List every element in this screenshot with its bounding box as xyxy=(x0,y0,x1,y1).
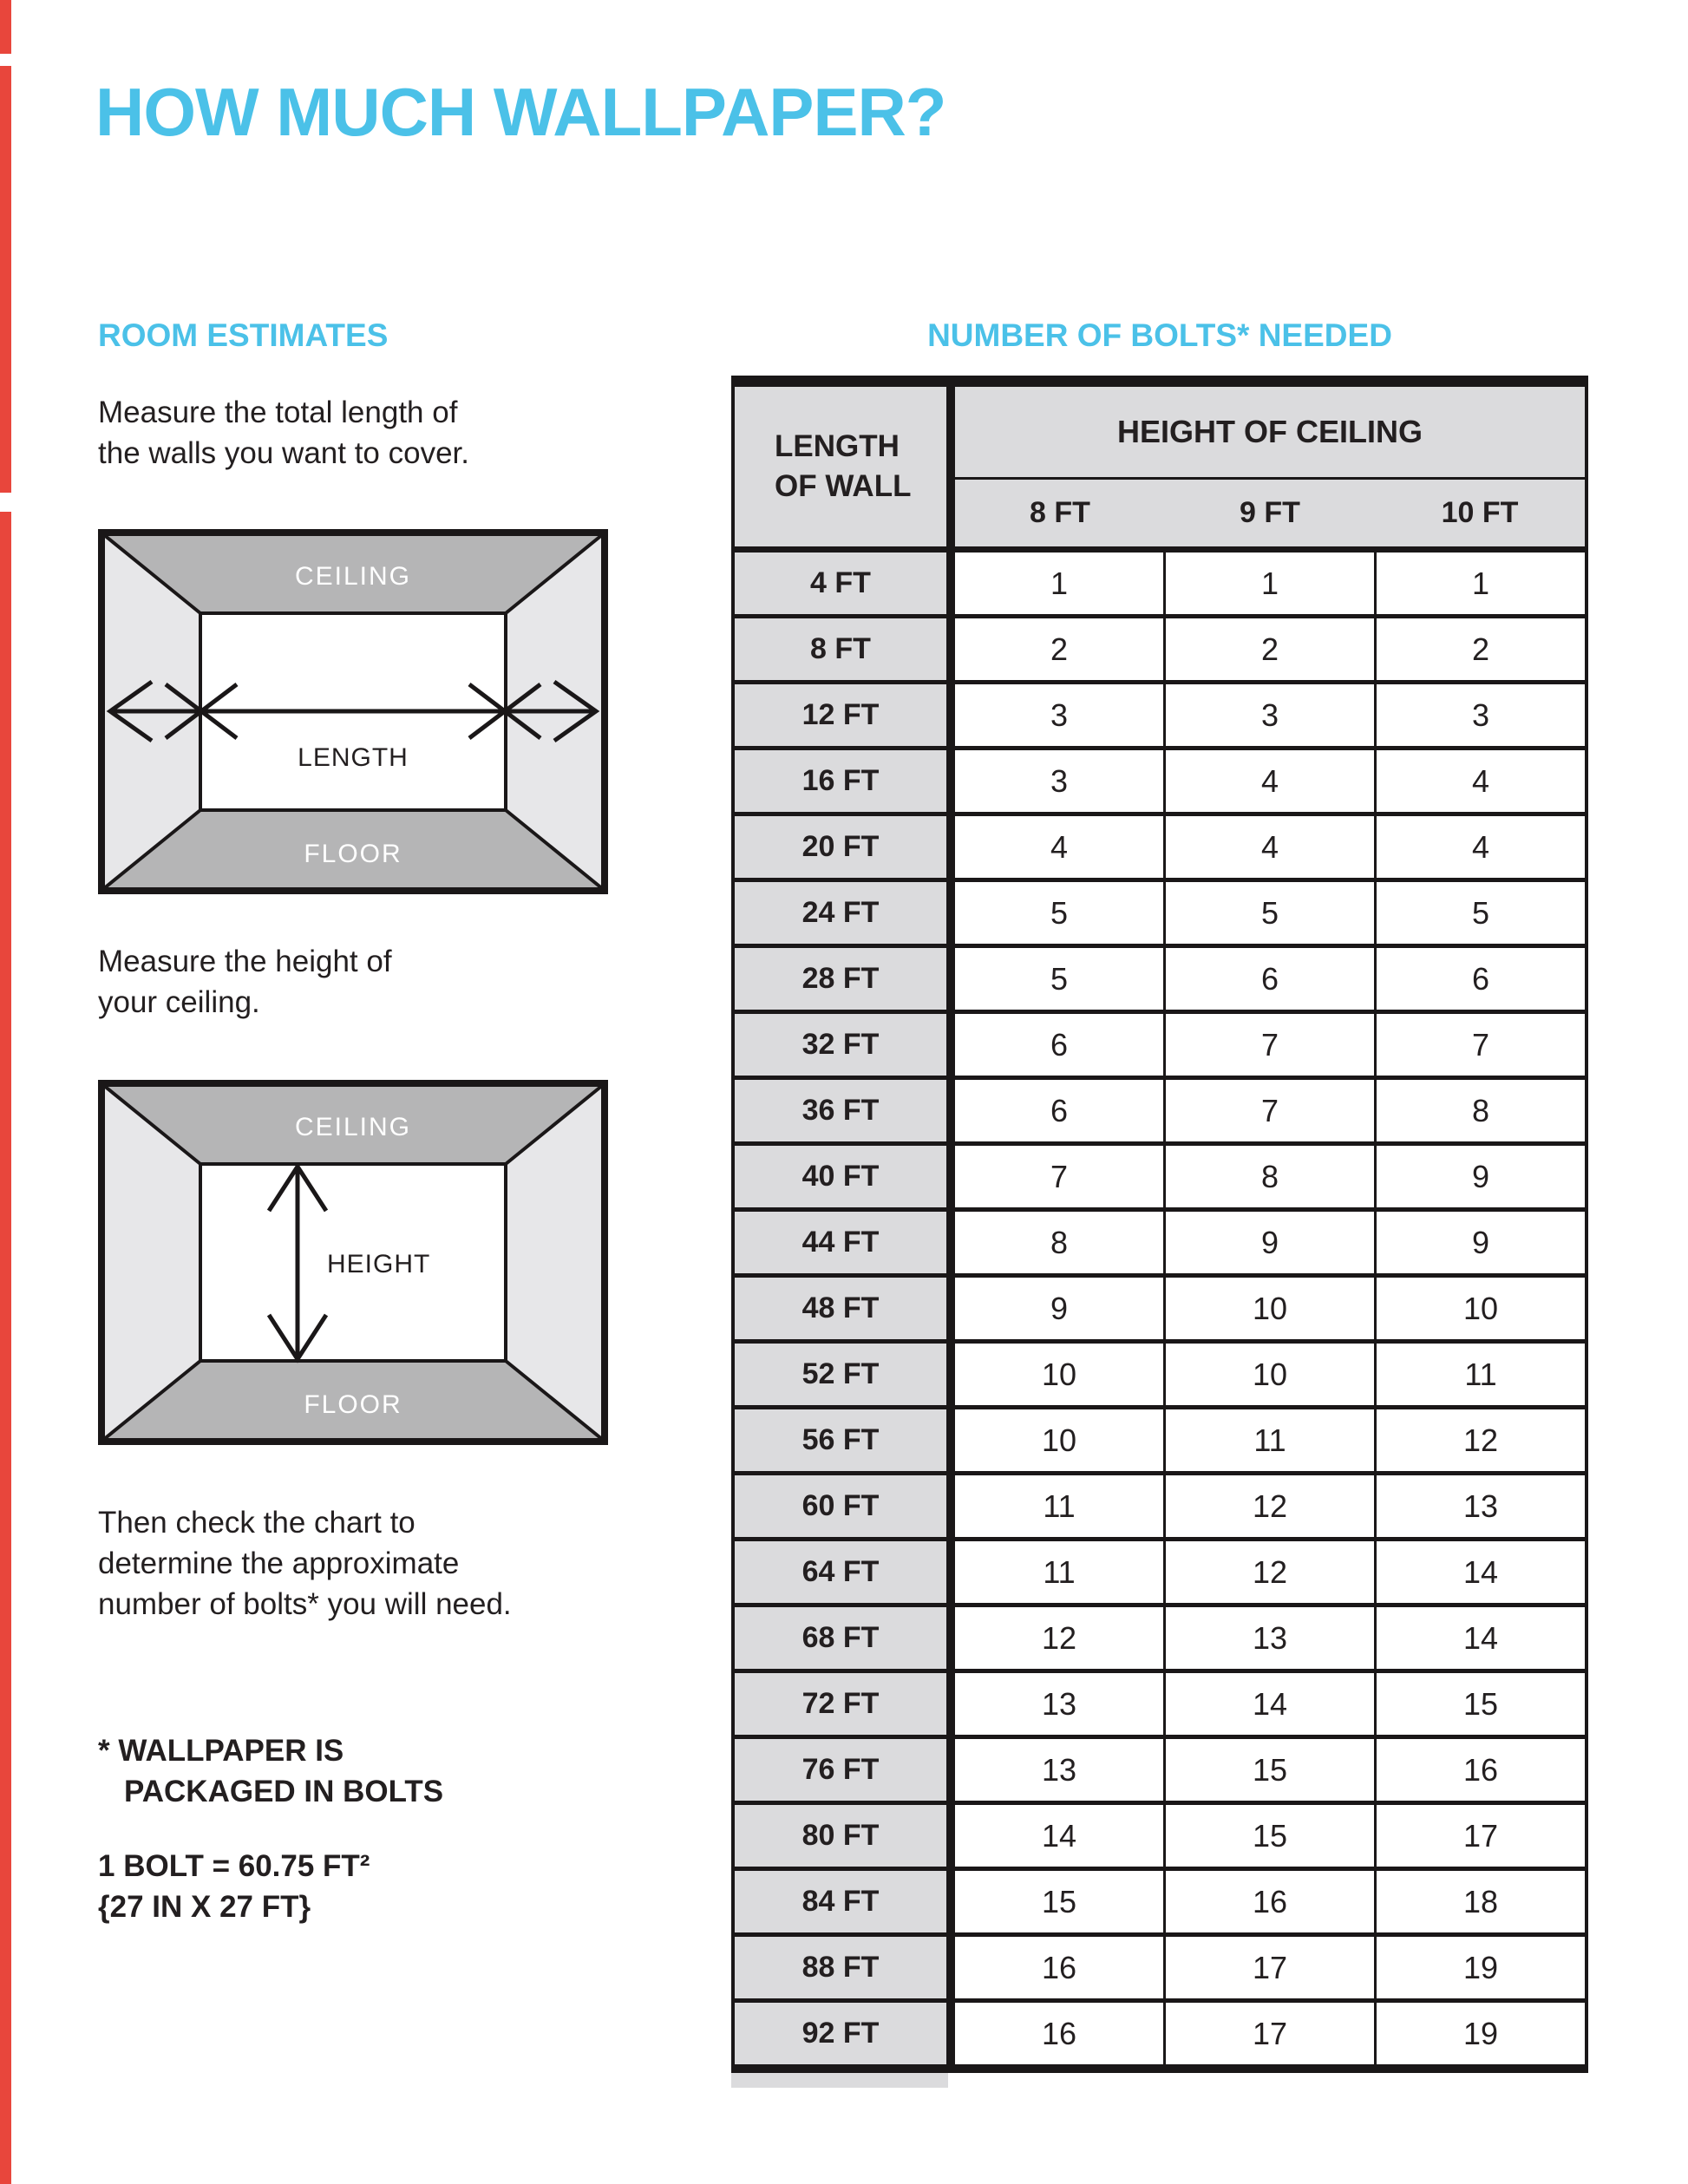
bolt-count-cell: 1 xyxy=(1377,553,1585,614)
table-row xyxy=(735,1146,1585,1212)
wall-length-row-label: 32 FT xyxy=(735,1014,955,1076)
wall-length-row-label: 64 FT xyxy=(735,1541,955,1603)
wall-length-row-label: 72 FT xyxy=(735,1673,955,1735)
bolt-count-cell: 17 xyxy=(1377,1805,1585,1867)
bolt-count-cell: 14 xyxy=(1377,1607,1585,1669)
bolt-count-cell: 3 xyxy=(955,684,1166,746)
header-line: LENGTH xyxy=(775,429,900,463)
bolt-count-cell: 6 xyxy=(955,1080,1166,1141)
bolt-count-cell: 9 xyxy=(1377,1146,1585,1207)
column-header-9ft: 9 FT xyxy=(1240,496,1300,529)
table-row xyxy=(735,1541,1585,1607)
ceiling-label: CEILING xyxy=(294,1113,412,1141)
bolt-count-cell: 14 xyxy=(955,1805,1166,1867)
table-row xyxy=(735,684,1585,750)
table-frame xyxy=(731,387,1588,2064)
bolt-count-cell: 17 xyxy=(1166,2003,1377,2064)
bolt-packaging-note xyxy=(98,1730,443,1812)
bolt-count-cell: 14 xyxy=(1166,1673,1377,1735)
wall-length-row-label: 56 FT xyxy=(735,1409,955,1471)
bolt-count-cell: 5 xyxy=(1377,882,1585,944)
bolt-count-cell: 10 xyxy=(1377,1278,1585,1339)
table-row xyxy=(735,1080,1585,1146)
wall-length-row-label: 92 FT xyxy=(735,2003,955,2064)
step2-line: Measure the height of xyxy=(98,945,392,978)
bolt-count-cell: 12 xyxy=(955,1607,1166,1669)
bolt-count-cell: 10 xyxy=(955,1409,1166,1471)
wall-length-row-label: 68 FT xyxy=(735,1607,955,1669)
header-line: OF WALL xyxy=(775,469,912,503)
table-row xyxy=(735,618,1585,684)
step3-line: Then check the chart to xyxy=(98,1506,415,1540)
bolt-count-cell: 11 xyxy=(955,1475,1166,1537)
bolt-count-cell: 11 xyxy=(955,1541,1166,1603)
note-line: PACKAGED IN BOLTS xyxy=(124,1775,444,1808)
note-line: * WALLPAPER IS xyxy=(98,1734,344,1768)
step2-text xyxy=(98,941,392,1023)
bolt-count-cell: 7 xyxy=(1377,1014,1585,1076)
step3-line: number of bolts* you will need. xyxy=(98,1587,512,1621)
bolt-count-cell: 15 xyxy=(1377,1673,1585,1735)
bolt-count-cell: 4 xyxy=(1377,750,1585,812)
bolt-count-cell: 15 xyxy=(955,1871,1166,1932)
bolt-count-cell: 19 xyxy=(1377,1937,1585,1998)
bolt-count-cell: 13 xyxy=(1377,1475,1585,1537)
step1-line: Measure the total length of xyxy=(98,396,458,429)
table-row xyxy=(735,1673,1585,1739)
bolt-count-cell: 8 xyxy=(1166,1146,1377,1207)
ceiling-height-header-group xyxy=(955,387,1585,546)
left-edge-bar-segment xyxy=(0,66,11,493)
table-row xyxy=(735,1014,1585,1080)
table-row xyxy=(735,948,1585,1014)
wall-length-row-label: 60 FT xyxy=(735,1475,955,1537)
wall-length-row-label: 20 FT xyxy=(735,816,955,878)
table-row xyxy=(735,1278,1585,1344)
step1-line: the walls you want to cover. xyxy=(98,436,469,470)
table-header xyxy=(735,387,1585,546)
bolt-count-cell: 4 xyxy=(1166,750,1377,812)
bolt-count-cell: 1 xyxy=(955,553,1166,614)
bolts-needed-heading: NUMBER OF BOLTS* NEEDED xyxy=(927,317,1392,353)
column-header-8ft: 8 FT xyxy=(1030,496,1090,529)
table-row xyxy=(735,1607,1585,1673)
wall-length-row-label: 80 FT xyxy=(735,1805,955,1867)
table-row xyxy=(735,816,1585,882)
room-length-diagram xyxy=(98,529,608,894)
table-row xyxy=(735,1409,1585,1475)
wall-length-row-label: 24 FT xyxy=(735,882,955,944)
bolt-count-cell: 7 xyxy=(1166,1014,1377,1076)
table-bottom-rule xyxy=(731,2064,1588,2073)
wall-length-row-label: 52 FT xyxy=(735,1344,955,1405)
bolt-count-cell: 2 xyxy=(1377,618,1585,680)
bolt-size-info xyxy=(98,1846,370,1927)
table-row xyxy=(735,1739,1585,1805)
bolt-count-cell: 18 xyxy=(1377,1871,1585,1932)
bolt-count-cell: 9 xyxy=(1377,1212,1585,1273)
bolt-count-cell: 3 xyxy=(955,750,1166,812)
length-measure-label: LENGTH xyxy=(298,743,409,772)
bolt-count-cell: 6 xyxy=(1377,948,1585,1010)
bolt-info-line: 1 BOLT = 60.75 FT² xyxy=(98,1849,370,1883)
bolt-count-cell: 12 xyxy=(1377,1409,1585,1471)
room-estimates-heading: ROOM ESTIMATES xyxy=(98,317,389,353)
bolt-count-cell: 10 xyxy=(1166,1344,1377,1405)
wall-length-row-label: 4 FT xyxy=(735,553,955,614)
bolt-table-rows xyxy=(735,553,1585,2064)
table-row xyxy=(735,1212,1585,1278)
wall-length-row-label: 36 FT xyxy=(735,1080,955,1141)
step1-text xyxy=(98,392,469,474)
wall-length-row-label: 84 FT xyxy=(735,1871,955,1932)
bolt-count-cell: 13 xyxy=(955,1673,1166,1735)
wall-length-row-label: 88 FT xyxy=(735,1937,955,1998)
bolt-count-cell: 16 xyxy=(955,2003,1166,2064)
bolt-count-cell: 8 xyxy=(955,1212,1166,1273)
bolt-count-cell: 3 xyxy=(1166,684,1377,746)
left-edge-bar-segment xyxy=(0,512,11,2184)
bolt-count-cell: 11 xyxy=(1166,1409,1377,1471)
table-row xyxy=(735,553,1585,618)
bolt-count-cell: 8 xyxy=(1377,1080,1585,1141)
bolt-count-cell: 6 xyxy=(1166,948,1377,1010)
step2-line: your ceiling. xyxy=(98,985,260,1019)
table-row xyxy=(735,1805,1585,1871)
bolt-count-cell: 17 xyxy=(1166,1937,1377,1998)
step3-line: determine the approximate xyxy=(98,1546,460,1580)
bolt-count-cell: 5 xyxy=(1166,882,1377,944)
bolt-count-cell: 3 xyxy=(1377,684,1585,746)
step3-text xyxy=(98,1502,512,1625)
bolts-needed-table xyxy=(731,376,1588,2088)
bolt-count-cell: 2 xyxy=(955,618,1166,680)
bolt-count-cell: 15 xyxy=(1166,1739,1377,1801)
wall-length-row-label: 44 FT xyxy=(735,1212,955,1273)
bolt-count-cell: 7 xyxy=(1166,1080,1377,1141)
bolt-count-cell: 11 xyxy=(1377,1344,1585,1405)
bolt-info-line: {27 IN X 27 FT} xyxy=(98,1890,311,1924)
table-top-rule xyxy=(731,376,1588,387)
table-row xyxy=(735,750,1585,816)
table-row xyxy=(735,1475,1585,1541)
table-row xyxy=(735,1871,1585,1937)
wall-length-row-label: 8 FT xyxy=(735,618,955,680)
left-edge-bar-segment xyxy=(0,0,11,54)
header-body-divider xyxy=(735,546,1585,553)
column-header-10ft: 10 FT xyxy=(1441,496,1519,529)
bolt-count-cell: 12 xyxy=(1166,1475,1377,1537)
bolt-count-cell: 16 xyxy=(1166,1871,1377,1932)
wall-length-row-label: 16 FT xyxy=(735,750,955,812)
wall-length-row-label: 28 FT xyxy=(735,948,955,1010)
table-row xyxy=(735,1344,1585,1409)
page-title: HOW MUCH WALLPAPER? xyxy=(95,74,946,150)
table-row xyxy=(735,882,1585,948)
bolt-count-cell: 19 xyxy=(1377,2003,1585,2064)
bolt-count-cell: 2 xyxy=(1166,618,1377,680)
length-of-wall-header xyxy=(735,387,955,546)
table-bottom-tab xyxy=(731,2073,948,2088)
ceiling-height-subheaders xyxy=(955,480,1585,546)
table-row xyxy=(735,1937,1585,2003)
bolt-count-cell: 4 xyxy=(955,816,1166,878)
bolt-count-cell: 15 xyxy=(1166,1805,1377,1867)
bolt-count-cell: 9 xyxy=(1166,1212,1377,1273)
table-row xyxy=(735,2003,1585,2064)
bolt-count-cell: 6 xyxy=(955,1014,1166,1076)
bolt-count-cell: 13 xyxy=(955,1739,1166,1801)
bolt-count-cell: 12 xyxy=(1166,1541,1377,1603)
bolt-count-cell: 5 xyxy=(955,948,1166,1010)
bolt-count-cell: 16 xyxy=(955,1937,1166,1998)
bolt-count-cell: 9 xyxy=(955,1278,1166,1339)
wall-length-row-label: 40 FT xyxy=(735,1146,955,1207)
bolt-count-cell: 14 xyxy=(1377,1541,1585,1603)
bolt-count-cell: 7 xyxy=(955,1146,1166,1207)
floor-label: FLOOR xyxy=(304,840,402,868)
wall-length-row-label: 48 FT xyxy=(735,1278,955,1339)
ceiling-label: CEILING xyxy=(294,562,412,591)
bolt-count-cell: 5 xyxy=(955,882,1166,944)
floor-label: FLOOR xyxy=(304,1390,402,1419)
bolt-count-cell: 4 xyxy=(1166,816,1377,878)
bolt-count-cell: 4 xyxy=(1377,816,1585,878)
bolt-count-cell: 10 xyxy=(1166,1278,1377,1339)
wall-length-row-label: 76 FT xyxy=(735,1739,955,1801)
bolt-count-cell: 13 xyxy=(1166,1607,1377,1669)
height-measure-label: HEIGHT xyxy=(327,1250,431,1278)
room-height-diagram xyxy=(98,1080,608,1445)
bolt-count-cell: 1 xyxy=(1166,553,1377,614)
bolt-count-cell: 16 xyxy=(1377,1739,1585,1801)
wall-length-row-label: 12 FT xyxy=(735,684,955,746)
bolt-count-cell: 10 xyxy=(955,1344,1166,1405)
height-of-ceiling-header: HEIGHT OF CEILING xyxy=(955,387,1585,480)
